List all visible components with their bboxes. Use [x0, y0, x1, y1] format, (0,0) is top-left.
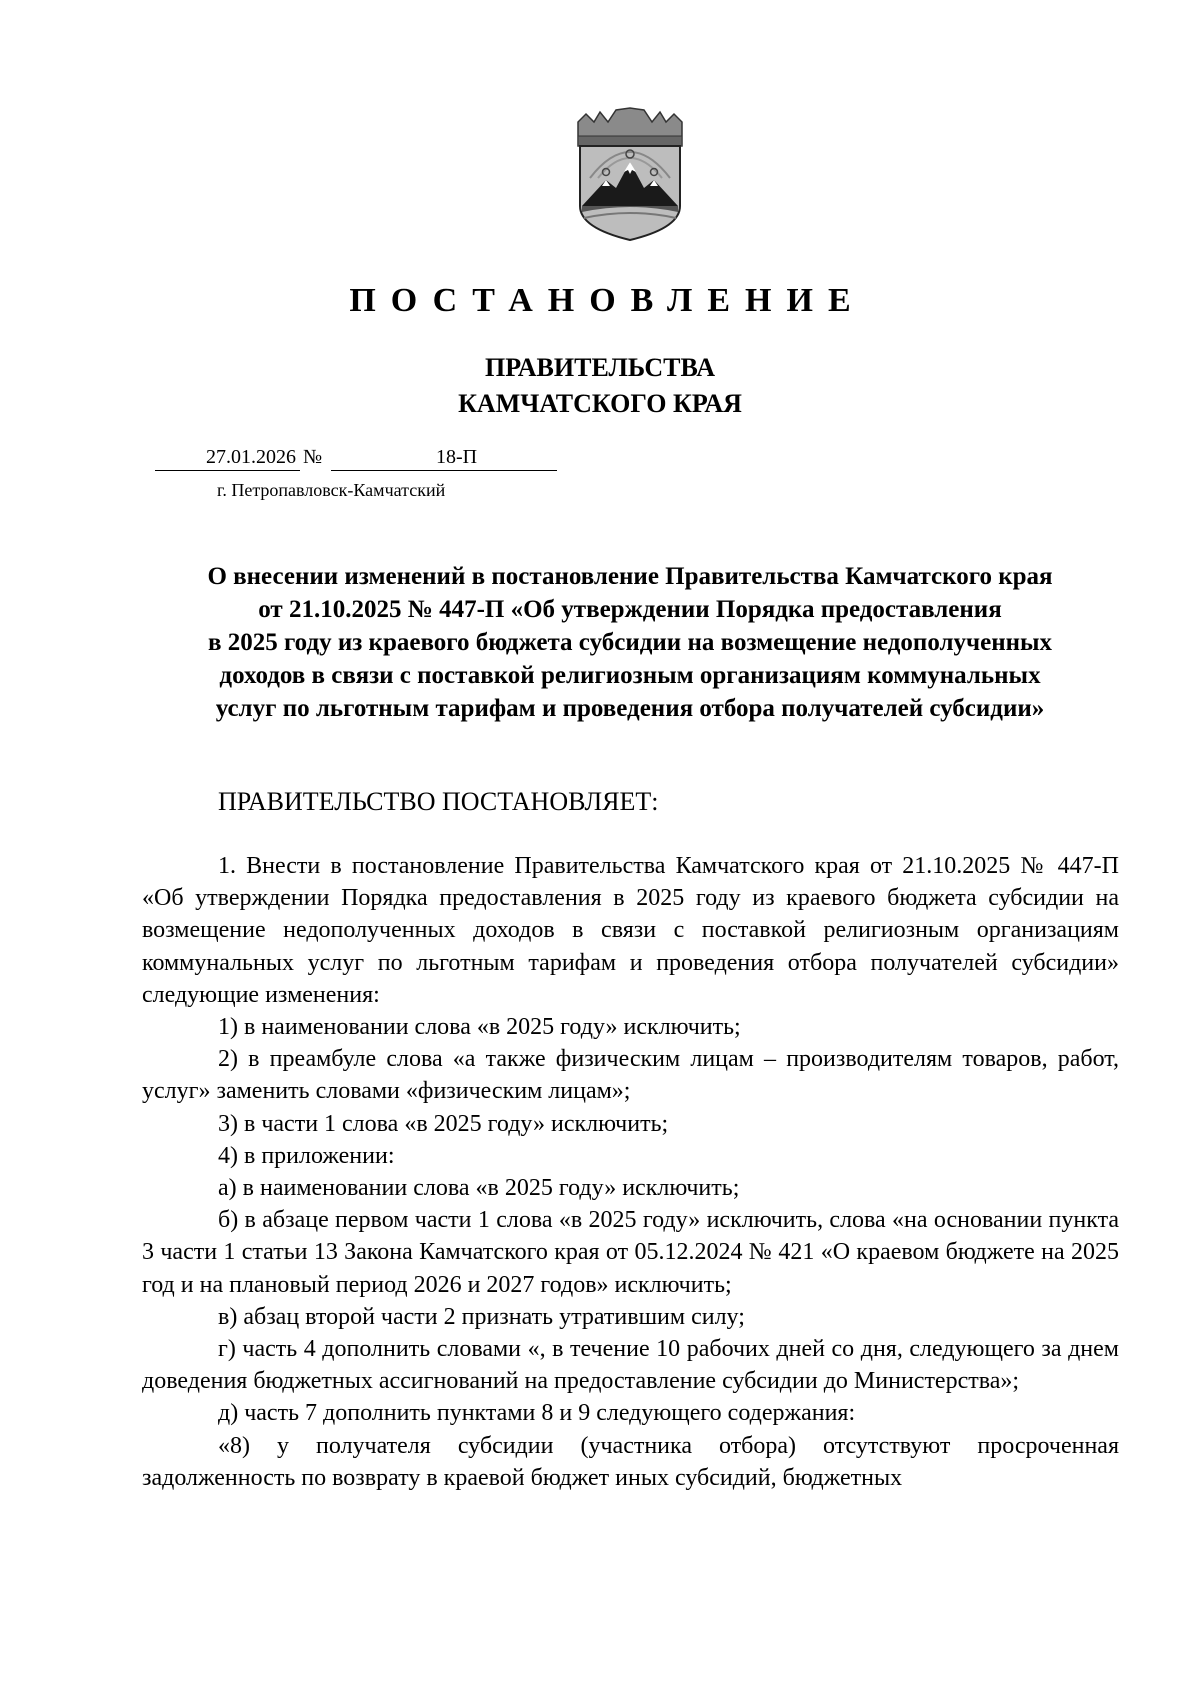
subitem-1: 1) в наименовании слова «в 2025 году» исключить; — [218, 1014, 741, 1041]
document-date: 27.01.2026 — [155, 444, 300, 471]
issuing-city: г. Петропавловск-Камчатский — [217, 480, 446, 500]
paragraph-1: 1. Внести в постановление Правительства Камчатского края от 21.10.2025 № 447-П «Об утверждении Порядка предоставления в 2025 году из краевого бюджета субсидии на возмещение недополученных доходов в связи с поставкой религиозным организациям коммунальных услуг по льготным тарифам и проведения отбора получателей субсидии» следующие изменения: — [142, 853, 1119, 1008]
subitem-v: в) абзац второй части 2 признать утратившим силу; — [218, 1303, 745, 1330]
subitem-d: д) часть 7 дополнить пунктами 8 и 9 следующего содержания: — [218, 1400, 856, 1427]
issuer-line-2: КАМЧАТСКОГО КРАЯ — [458, 389, 742, 418]
document-type-heading: ПОСТАНОВЛЕНИЕ — [349, 282, 866, 319]
subitem-b: б) в абзаце первом части 1 слова «в 2025 году» исключить, слова «на основании пункта 3 части 1 статьи 13 Закона Камчатского края от 05.12.2024 № 421 «О краевом бюджете на 2025 год и на плановый период 2026 и 2027 годов» исключить; — [142, 1207, 1119, 1298]
document-title — [140, 560, 1120, 725]
subitem-a: а) в наименовании слова «в 2025 году» исключить; — [218, 1175, 740, 1202]
document-body — [142, 850, 1119, 1494]
quoted-point-8: «8) у получателя субсидии (участника отбора) отсутствуют просроченная задолженность по возврату в краевой бюджет иных субсидий, бюджетных — [142, 1432, 1119, 1491]
issuer-heading — [0, 350, 1200, 422]
number-sign: № — [303, 446, 323, 468]
decree-formula: ПРАВИТЕЛЬСТВО ПОСТАНОВЛЯЕТ: — [218, 787, 659, 816]
subitem-3: 3) в части 1 слова «в 2025 году» исключить; — [218, 1110, 669, 1137]
subitem-g: г) часть 4 дополнить словами «, в течение 10 рабочих дней со дня, следующего за днем доведения бюджетных ассигнований на предоставление субсидии до Министерства»; — [142, 1336, 1119, 1395]
kamchatka-coat-of-arms — [572, 106, 688, 242]
title-line: в 2025 году из краевого бюджета субсидии на возмещение недополученных — [207, 629, 1053, 656]
subitem-4: 4) в приложении: — [218, 1142, 395, 1169]
document-number: 18-П — [331, 444, 557, 471]
title-line: от 21.10.2025 № 447-П «Об утверждении Порядка предоставления — [258, 596, 1002, 623]
title-line: услуг по льготным тарифам и проведения отбора получателей субсидии» — [215, 695, 1045, 722]
title-line: доходов в связи с поставкой религиозным организациям коммунальных — [219, 662, 1041, 689]
subitem-2: 2) в преамбуле слова «а также физическим лицам – производителям товаров, работ, услуг» заменить словами «физическим лицам»; — [142, 1046, 1119, 1105]
issuer-line-1: ПРАВИТЕЛЬСТВА — [485, 353, 715, 382]
title-line: О внесении изменений в постановление Правительства Камчатского края — [207, 563, 1053, 590]
